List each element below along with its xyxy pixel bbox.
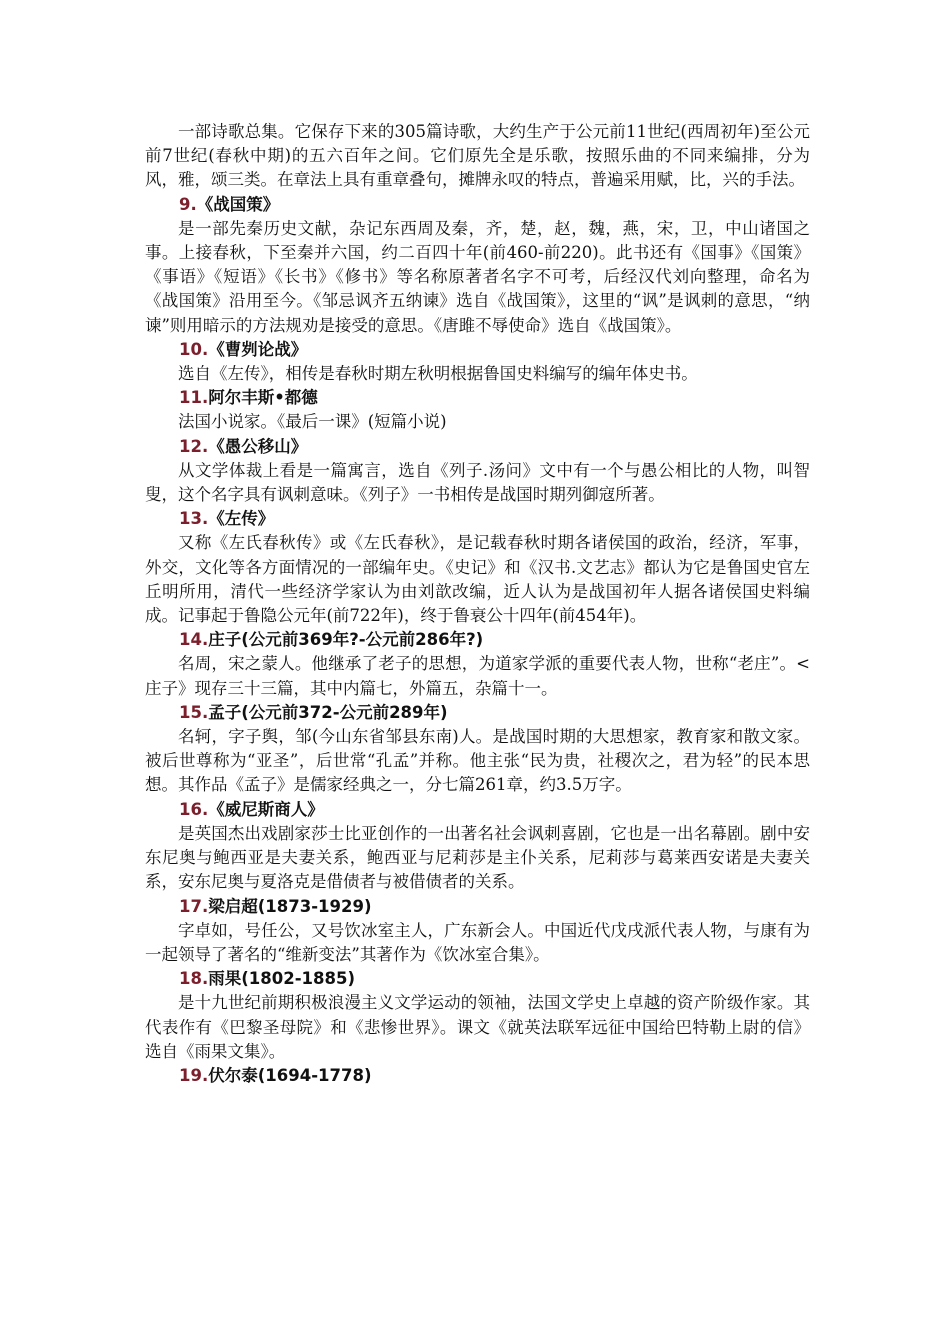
entry-number: 14. — [179, 630, 209, 650]
entry-14-heading — [145, 628, 810, 652]
entry-number: 17. — [179, 896, 209, 916]
entry-number: 9. — [179, 194, 197, 214]
entry-12-heading — [145, 435, 810, 459]
entry-number: 16. — [179, 799, 209, 819]
entry-title: 《曹刿论战》 — [208, 339, 308, 359]
entry-title: 阿尔丰斯•都德 — [208, 388, 318, 408]
entry-13-body: 又称《左氏春秋传》或《左氏春秋》，是记载春秋时期各诸侯国的政治，经济，军事，外交，文化等各方面情况的一部编年史。《史记》和《汉书.文艺志》都认为它是鲁国史官左丘明所用，清代一些经济学家认为由刘歆改编，近人认为是战国初年人据各诸侯国史料编成。记事起于鲁隐公元年(前722年)，终于鲁衰公十四年(前454年)。 — [145, 533, 810, 626]
entry-number: 13. — [179, 509, 209, 529]
entry-17-body: 字卓如，号任公，又号饮冰室主人，广东新会人。中国近代戊戌派代表人物，与康有为一起领导了著名的“维新变法”其著作为《饮冰室合集》。 — [145, 920, 810, 964]
entry-title: 伏尔泰(1694-1778) — [208, 1065, 372, 1085]
entry-11-body: 法国小说家。《最后一课》(短篇小说) — [178, 412, 447, 432]
entry-number: 15. — [179, 702, 209, 722]
entry-title: 《威尼斯商人》 — [208, 799, 324, 819]
entry-16-heading — [145, 798, 810, 822]
entry-9-body: 是一部先秦历史文献，杂记东西周及秦，齐，楚，赵，魏，燕，宋，卫，中山诸国之事。上接春秋，下至秦并六国，约二百四十年(前460-前220)。此书还有《国事》《国策》《事语》《短语》《长书》《修书》等名称原著者名字不可考，后经汉代刘向整理，命名为《战国策》沿用至今。《邹忌讽齐五纳谏》选自《战国策》，这里的“讽”是讽刺的意思，“纳谏”则用暗示的方法规劝是接受的意思。《唐雎不辱使命》选自《战国策》。 — [145, 218, 810, 335]
entry-18-body: 是十九世纪前期积极浪漫主义文学运动的领袖，法国文学史上卓越的资产阶级作家。其代表作有《巴黎圣母院》和《悲惨世界》。课文《就英法联军远征中国给巴特勒上尉的信》选自《雨果文集》。 — [145, 993, 810, 1061]
entry-title: 庄子(公元前369年?-公元前286年?) — [208, 630, 484, 650]
entry-9-heading — [145, 193, 810, 217]
entry-10-heading — [145, 338, 810, 362]
document-page — [145, 120, 810, 1088]
entry-17-heading — [145, 895, 810, 919]
entry-8-body: 一部诗歌总集。它保存下来的305篇诗歌，大约生产于公元前11世纪(西周初年)至公元前7世纪(春秋中期)的五六百年之间。它们原先全是乐歌，按照乐曲的不同来编排，分为风，雅，颂三类。在章法上具有重章叠句，摊牌永叹的特点，普遍采用赋，比，兴的手法。 — [145, 122, 810, 190]
entry-14-body: 名周，宋之蒙人。他继承了老子的思想，为道家学派的重要代表人物，世称“老庄”。<庄子》现存三十三篇，其中内篇七，外篇五，杂篇十一。 — [145, 654, 810, 698]
entry-15-heading — [145, 701, 810, 725]
entry-number: 10. — [179, 339, 209, 359]
entry-10-body: 选自《左传》，相传是春秋时期左秋明根据鲁国史料编写的编年体史书。 — [178, 364, 698, 384]
entry-title: 《愚公移山》 — [208, 436, 308, 456]
entry-12-body: 从文学体裁上看是一篇寓言，选自《列子.汤问》文中有一个与愚公相比的人物，叫智叟，这个名字具有讽刺意味。《列子》一书相传是战国时期列御寇所著。 — [145, 460, 810, 505]
entry-title: 《战国策》 — [196, 194, 280, 214]
entry-title: 《左传》 — [208, 509, 275, 529]
entry-18-heading — [145, 967, 810, 991]
entry-number: 11. — [179, 388, 209, 408]
entry-13-heading — [145, 507, 810, 531]
entry-title: 孟子(公元前372-公元前289年) — [208, 702, 448, 722]
entry-19-heading — [145, 1064, 810, 1088]
entry-number: 18. — [179, 969, 209, 989]
entry-11-heading — [145, 386, 810, 410]
entry-16-body: 是英国杰出戏剧家莎士比亚创作的一出著名社会讽刺喜剧，它也是一出名幕剧。剧中安东尼奥与鲍西亚是夫妻关系，鲍西亚与尼莉莎是主仆关系，尼莉莎与葛莱西安诺是夫妻关系，安东尼奥与夏洛克是借债者与被借债者的关系。 — [145, 823, 810, 892]
entry-15-body: 名轲，字子舆，邹(今山东省邹县东南)人。是战国时期的大思想家，教育家和散文家。被后世尊称为“亚圣”，后世常“孔孟”并称。他主张“民为贵，社稷次之，君为轻”的民本思想。其作品《孟子》是儒家经典之一，分七篇261章，约3.5万字。 — [145, 727, 810, 795]
entry-title: 雨果(1802-1885) — [208, 969, 356, 989]
entry-title: 梁启超(1873-1929) — [208, 896, 372, 916]
entry-number: 19. — [179, 1065, 209, 1085]
entry-number: 12. — [179, 436, 209, 456]
